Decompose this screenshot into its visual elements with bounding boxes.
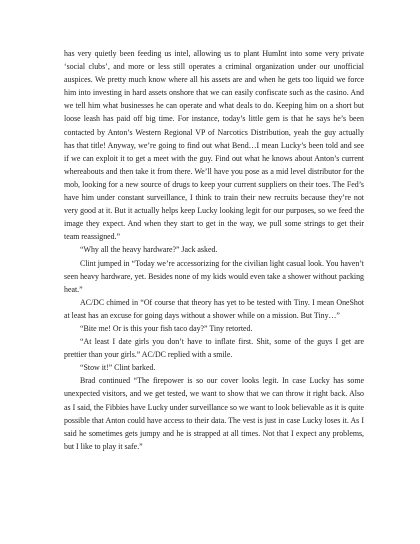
paragraph: Brad continued “The firepower is so our cover looks legit. In case Lucky has some unexpected visitors, and we get tested, we want to show that we can throw it right back. Also as I said, the Fibbies have Lucky under surveillance so we want to look believable as it is quite possible that Anton could have access to their data. The vest is just in case Lucky loses it. As I said he sometimes gets jumpy and he is strapped at all times. Not that I expect any problems, but I like to play it safe.” bbox=[64, 376, 364, 451]
paragraph: “At least I date girls you don’t have to inflate first. Shit, some of the guys I get are prettier than your girls.” AC/DC replied with a smile. bbox=[64, 337, 364, 360]
paragraph: “Stow it!” Clint barked. bbox=[80, 363, 156, 373]
paragraph: has very quietly been feeding us intel, allowing us to plant HumInt into some very private ‘social clubs’, and more or less still operates a criminal organization under our unofficial auspices. We pretty much know where all his assets are and when he gets too liquid we force him into investing in hard assets onshore that we can easily confiscate such as the casino. And we tell him what businesses he can operate and what deals to do. Keeping him on a short but loose leash has paid off big time. For instance, today’s little gem is that he says he’s been contacted by Anton’s Western Regional VP of Narcotics Distribution, yeah the guy actually has that title! Anyway, we’re going to find out what Bend…I mean Lucky’s been told and see if we can exploit it to get a meet with the guy. Find out what he knows about Anton’s current whereabouts and then take it from there. We’ll have you pose as a mid level distributor for the mob, looking for a new source of drugs to keep your current suppliers on their toes. The Fed’s have him under constant surveillance, I think to train their new recruits because they’re not very good at it. But it actually helps keep Lucky looking legit for our purposes, so we feed the image they expect. And when they start to get in the way, we pull some strings to get their team reassigned.” bbox=[64, 49, 364, 242]
paragraph: “Why all the heavy hardware?” Jack asked. bbox=[80, 245, 218, 255]
body-text bbox=[64, 47, 364, 453]
paragraph: “Bite me! Or is this your fish taco day?” Tiny retorted. bbox=[80, 323, 253, 333]
paragraph: AC/DC chimed in “Of course that theory has yet to be tested with Tiny. I mean OneShot at least has an excuse for going days without a shower while on a mission. But Tiny…” bbox=[64, 297, 364, 320]
paragraph: Clint jumped in “Today we’re accessorizing for the civilian light casual look. You haven’t seen heavy hardware, yet. Besides none of my kids would even take a shower without packing heat.” bbox=[64, 258, 364, 294]
